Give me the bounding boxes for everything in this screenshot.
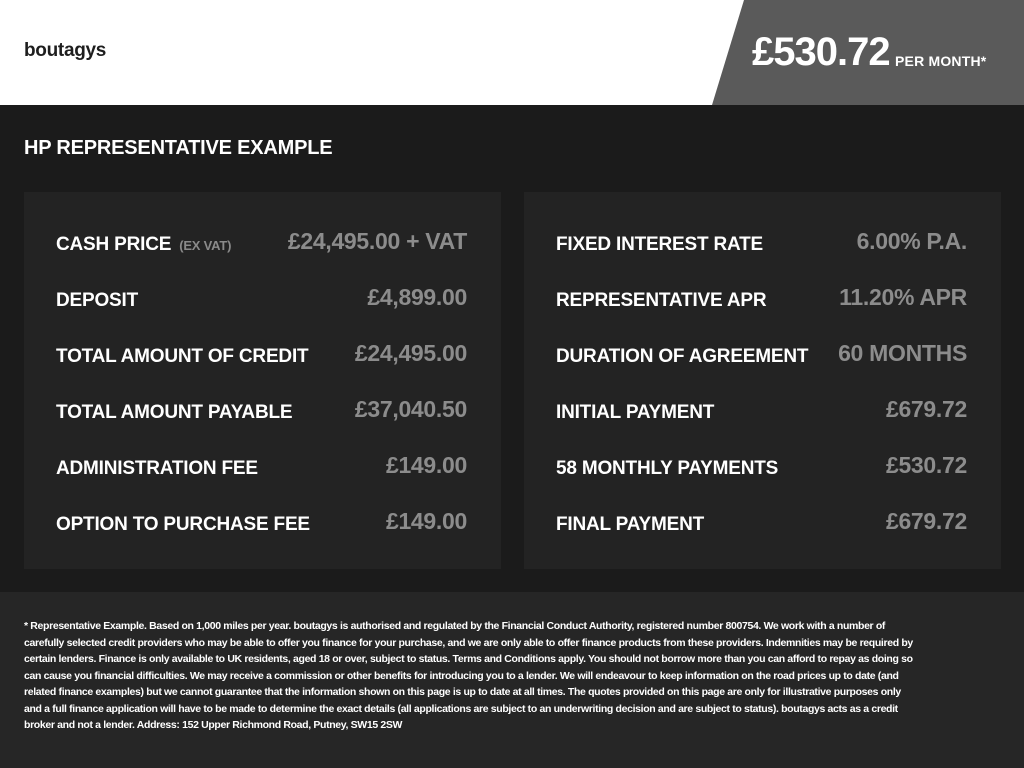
row-label: DURATION OF AGREEMENT: [556, 346, 809, 367]
row-label: OPTION TO PURCHASE FEE: [56, 514, 310, 535]
row-apr: [524, 278, 1001, 334]
row-value: £679.72: [885, 396, 967, 422]
row-value: 60 MONTHS: [838, 340, 967, 366]
row-value: £24,495.00 + VAT: [287, 228, 467, 254]
footer: [0, 592, 1024, 768]
row-label: FINAL PAYMENT: [556, 514, 705, 535]
row-label: CASH PRICE: [56, 234, 172, 255]
row-total-payable: [24, 390, 501, 446]
header: [0, 0, 1024, 105]
row-label: ADMINISTRATION FEE: [56, 458, 258, 479]
row-final-payment: [524, 502, 1001, 558]
row-value: £37,040.50: [354, 396, 467, 422]
section-title: HP REPRESENTATIVE EXAMPLE: [24, 137, 333, 159]
row-initial-payment: [524, 390, 1001, 446]
row-value: £149.00: [385, 452, 467, 478]
row-cash-price: [24, 222, 501, 278]
brand-name: boutagys: [24, 40, 107, 61]
row-admin-fee: [24, 446, 501, 502]
row-monthly-payments: [524, 446, 1001, 502]
row-label: REPRESENTATIVE APR: [556, 290, 767, 311]
row-label: TOTAL AMOUNT PAYABLE: [56, 402, 293, 423]
row-label: INITIAL PAYMENT: [556, 402, 715, 423]
row-value: £4,899.00: [367, 284, 467, 310]
row-label: 58 MONTHLY PAYMENTS: [556, 458, 779, 479]
row-sublabel: (EX VAT): [179, 238, 232, 253]
row-deposit: [24, 278, 501, 334]
row-value: £24,495.00: [354, 340, 467, 366]
row-total-credit: [24, 334, 501, 390]
finance-example-section: [0, 105, 1024, 592]
row-label: FIXED INTEREST RATE: [556, 234, 763, 255]
row-value: £149.00: [385, 508, 467, 534]
row-duration: [524, 334, 1001, 390]
row-label: DEPOSIT: [56, 290, 139, 311]
row-value: 11.20% APR: [839, 284, 967, 310]
monthly-price: £530.72: [752, 30, 890, 74]
disclaimer-text: * Representative Example. Based on 1,000 miles per year. boutagys is authorised and regulated by the Financial Conduct Authority, registered number 800754. We work with a number of carefully selected credit providers who may be able to offer you finance for your purchase, and we are only able to offer finance products from these providers. Indemnities may be required by certain lenders. Finance is only available to UK residents, aged 18 or over, subject to status. Terms and Conditions apply. You should not borrow more than you can afford to repay as doing so can cause you financial difficulties. We may receive a commission or other benefits for introducing you to a lender. We will endeavour to keep information on the road prices up to date (and related finance examples) but we cannot guarantee that the information shown on this page is up to date at all times. The quotes provided on this page are only for illustrative purposes only and a full finance application will have to be made to determine the exact details (all applications are subject to an underwriting decision and are subject to status). boutagys acts as a credit broker and not a lender. Address: 152 Upper Richmond Road, Putney, SW15 2SW: [24, 620, 913, 731]
finance-panel-right: [524, 192, 1001, 569]
price-suffix: PER MONTH*: [895, 53, 987, 69]
row-value: 6.00% P.A.: [856, 228, 967, 254]
row-value: £530.72: [885, 452, 967, 478]
row-value: £679.72: [885, 508, 967, 534]
row-option-fee: [24, 502, 501, 558]
row-label: TOTAL AMOUNT OF CREDIT: [56, 346, 309, 367]
row-interest-rate: [524, 222, 1001, 278]
finance-panel-left: [24, 192, 501, 569]
